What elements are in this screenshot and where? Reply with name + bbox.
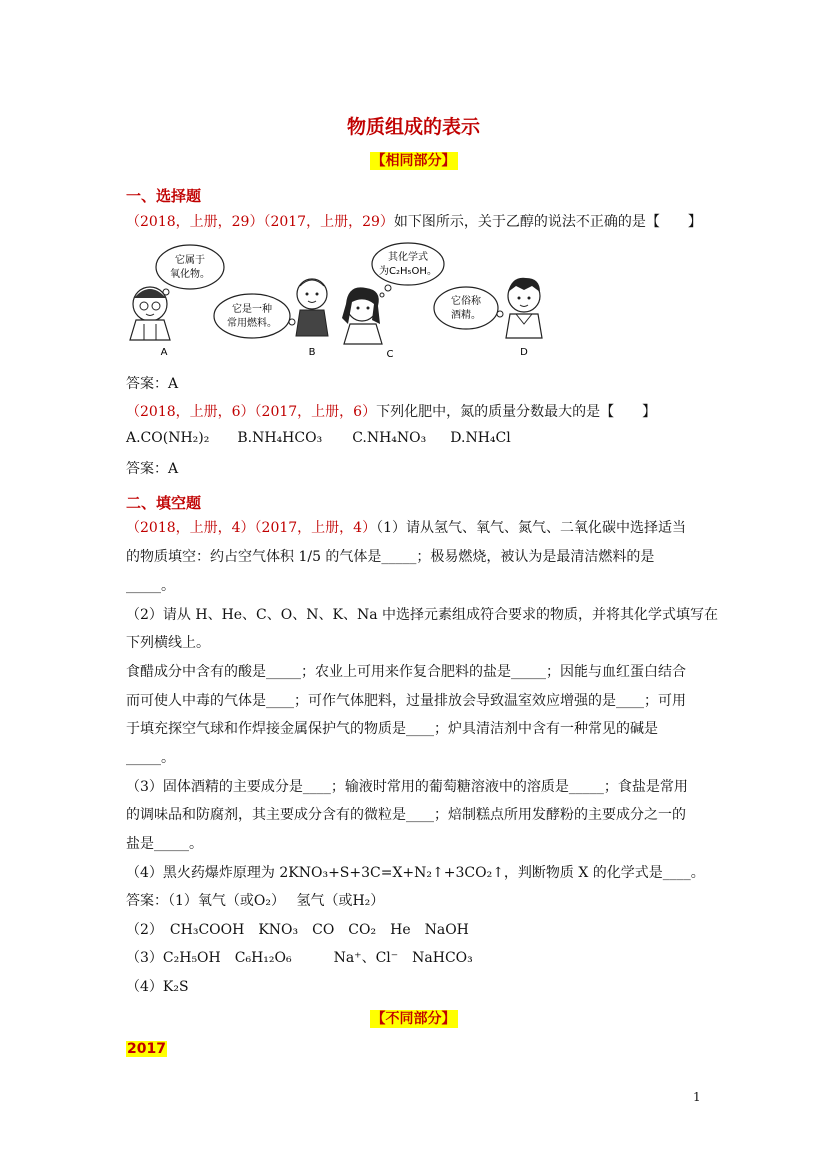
question-1-source: （2018，上册，29）（2017，上册，29） xyxy=(126,214,394,230)
kid-a-illustration xyxy=(130,287,170,340)
question-3-line12: 盐是_____。 xyxy=(126,836,203,852)
question-3-answer-4: （4）K₂S xyxy=(126,979,189,995)
bubble-b-line2: 常用燃料。 xyxy=(227,318,277,329)
bubble-a-line1: 它属于 xyxy=(175,255,205,266)
kid-c-illustration xyxy=(342,287,382,344)
year-heading: 2017 xyxy=(127,1041,166,1057)
question-3-line2: 的物质填空：约占空气体积 1/5 的气体是_____；极易燃烧，被认为是最清洁燃料的是 xyxy=(126,549,655,565)
page-number: 1 xyxy=(693,1090,701,1104)
question-3-line7: 而可使人中毒的气体是____；可作气体肥料，过量排放会导致温室效应增强的是____；可用 xyxy=(126,693,686,709)
kid-b-illustration xyxy=(296,279,328,336)
question-3-answer-3: （3）C₂H₅OH C₆H₁₂O₆ Na⁺、Cl⁻ NaHCO₃ xyxy=(126,950,473,966)
option-b: B.NH₄HCO₃ xyxy=(237,430,323,446)
question-2-options xyxy=(126,430,511,446)
question-3-line5: 下列横线上。 xyxy=(126,635,210,651)
question-3-answer-2: （2） CH₃COOH KNO₃ CO CO₂ He NaOH xyxy=(126,922,469,938)
question-3-line11: 的调味品和防腐剂，其主要成分含有的微粒是____；焙制糕点所用发酵粉的主要成分之一的 xyxy=(126,807,686,823)
question-1-stem: 如下图所示，关于乙醇的说法不正确的是【 】 xyxy=(393,214,702,230)
label-a: A xyxy=(160,347,168,358)
option-a: A.CO(NH₂)₂ xyxy=(126,430,210,446)
question-3-answer-1: 答案：（1）氧气（或O₂） 氢气（或H₂） xyxy=(126,893,385,909)
question-2 xyxy=(126,401,656,421)
same-section-badge: 【相同部分】 xyxy=(371,153,456,169)
question-1 xyxy=(126,211,702,231)
label-c: C xyxy=(386,349,394,360)
option-d: D.NH₄Cl xyxy=(450,430,511,446)
bubble-c-line2: 为C₂H₅OH。 xyxy=(379,266,437,277)
option-c: C.NH₄NO₃ xyxy=(352,430,427,446)
question-3-text: （1）请从氢气、氧气、氮气、二氧化碳中选择适当 xyxy=(376,520,686,536)
diff-section-badge: 【不同部分】 xyxy=(371,1011,456,1027)
label-b: B xyxy=(308,347,316,358)
bubble-b-line1: 它是一种 xyxy=(232,304,272,315)
question-3-line3: _____。 xyxy=(126,578,175,594)
bubble-c-line1: 其化学式 xyxy=(388,252,428,263)
question-3-line9: _____。 xyxy=(126,750,175,766)
bubble-d-line2: 酒精。 xyxy=(451,310,481,321)
question-2-answer: 答案：A xyxy=(126,461,179,477)
question-3-line6: 食醋成分中含有的酸是_____；农业上可用来作复合肥料的盐是_____；因能与血红蛋白结合 xyxy=(126,664,686,680)
question-3-line4: （2）请从 H、He、C、O、N、K、Na 中选择元素组成符合要求的物质，并将其化学式填写在 xyxy=(126,607,719,623)
bubble-d-line1: 它俗称 xyxy=(451,296,481,307)
question-3-line13: （4）黑火药爆炸原理为 2KNO₃+S+3C=X+N₂↑+3CO₂↑，判断物质 X 的化学式是____。 xyxy=(126,865,705,881)
label-d: D xyxy=(520,347,528,358)
section-choice-heading: 一、选择题 xyxy=(126,187,202,205)
kid-d-illustration xyxy=(506,278,542,338)
bubble-a-line2: 氧化物。 xyxy=(170,269,210,280)
question-3-line8: 于填充探空气球和作焊接金属保护气的物质是____；炉具清洁剂中含有一种常见的碱是 xyxy=(126,721,658,737)
question-2-source: （2018，上册，6）（2017，上册，6） xyxy=(126,404,377,420)
ethanol-cartoon-figure xyxy=(126,240,566,362)
page-title: 物质组成的表示 xyxy=(346,116,480,138)
question-3-source: （2018，上册，4）（2017，上册，4） xyxy=(126,520,377,536)
question-1-answer: 答案：A xyxy=(126,376,179,392)
question-3-line10: （3）固体酒精的主要成分是____；输液时常用的葡萄糖溶液中的溶质是_____；食盐是常用 xyxy=(126,779,688,795)
section-fill-heading: 二、填空题 xyxy=(126,494,202,512)
question-2-stem: 下列化肥中，氮的质量分数最大的是【 】 xyxy=(376,404,657,420)
question-3-line1 xyxy=(126,517,686,537)
